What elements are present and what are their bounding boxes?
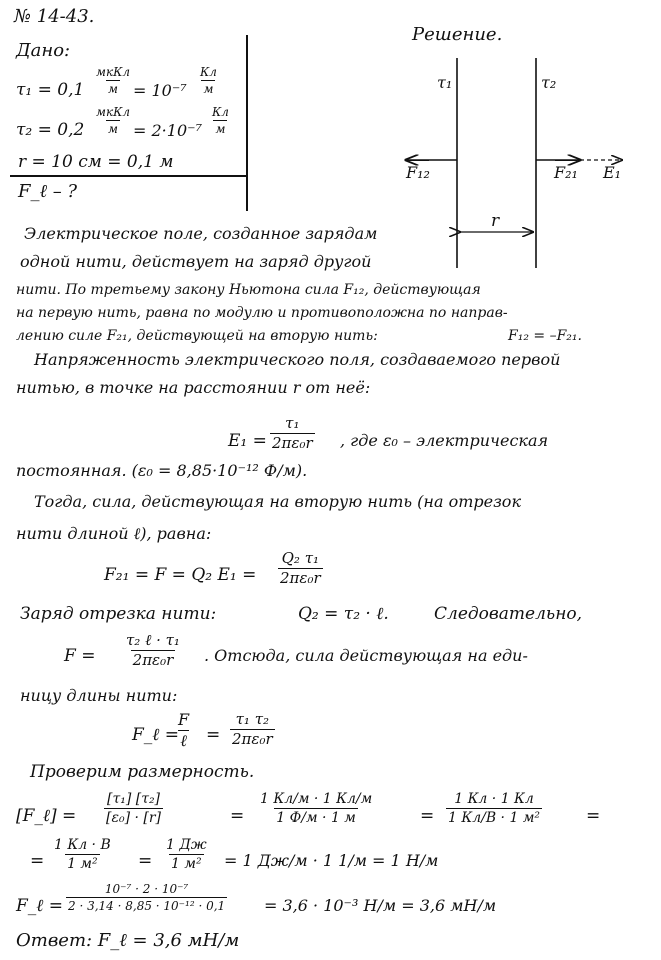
dim2-eq0: =: [30, 851, 45, 871]
formula-e1-lhs: E₁ =: [228, 431, 267, 451]
formula-fl-num1: F: [178, 710, 190, 729]
tau1-unit-num: мкКл: [96, 65, 131, 79]
dim-num3: 1 Кл · 1 Кл: [454, 791, 534, 807]
formula-f-frac: [124, 633, 182, 668]
text-p5-a: Заряд отрезка нити:: [20, 604, 217, 624]
formula-f21-den: 2πε₀r: [280, 569, 321, 587]
dim2-frac1: [52, 838, 113, 871]
formula-fl-num2: τ₁ τ₂: [235, 710, 270, 728]
formula-f-lhs: F =: [64, 646, 96, 666]
formula-f-den: 2πε₀r: [132, 651, 174, 669]
dim-eq2: =: [420, 806, 435, 826]
dim-den1: [ε₀] · [r]: [106, 810, 162, 826]
text-p1-l2: одной нити, действует на заряд другой: [20, 252, 372, 271]
given-r: r = 10 см = 0,1 м: [18, 152, 174, 172]
text-p6-l2: ницу длины нити:: [20, 686, 178, 705]
formula-fl-den1: ℓ: [180, 731, 187, 750]
dim2-den1: 1 м²: [67, 856, 98, 872]
formula-f21-num: Q₂ τ₁: [281, 549, 320, 567]
answer: Ответ: F_ℓ = 3,6 мН/м: [16, 930, 240, 951]
tau1-unit-den: м: [108, 82, 118, 96]
given-find: F_ℓ – ?: [18, 181, 78, 202]
dim-lhs: [F_ℓ] =: [16, 806, 77, 826]
text-p7: Проверим размерность.: [30, 762, 255, 782]
diagram-e1-label: E₁: [603, 163, 622, 182]
diagram-f12-text: F₁₂: [406, 163, 430, 182]
formula-f-num: τ₂ ℓ · τ₁: [126, 631, 180, 649]
num-lhs: F_ℓ =: [16, 896, 64, 916]
dim2-rest: = 1 Дж/м · 1 1/м = 1 Н/м: [224, 851, 439, 870]
diagram-tau1-label: τ₁: [437, 73, 453, 92]
formula-fl-den2: 2πε₀r: [232, 730, 273, 748]
dim-frac1: [104, 792, 163, 825]
num-num: 10⁻⁷ · 2 · 10⁻⁷: [104, 882, 189, 896]
dim-eq1: =: [230, 806, 245, 826]
given-tau1-eq: = 10⁻⁷: [133, 81, 187, 100]
dim2-num1: 1 Кл · В: [54, 837, 111, 853]
formula-f21-frac: [278, 551, 323, 586]
dim-num1: [τ₁] [τ₂]: [107, 791, 161, 807]
diagram-f21-text: F₂₁: [554, 163, 578, 182]
formula-fl-frac1: [176, 712, 191, 749]
text-p1-l3: нити. По третьему закону Ньютона сила F₁₂, действующая: [16, 282, 481, 298]
formula-fl-frac2: [230, 712, 275, 747]
dim-den3: 1 Кл/В · 1 м²: [448, 810, 541, 826]
dim2-den2: 1 м²: [171, 856, 202, 872]
tau1-si-den: м: [203, 82, 214, 96]
text-p2-l1: Напряженность электрического поля, создаваемого первой: [34, 350, 561, 369]
diagram-tau2-label: τ₂: [541, 73, 557, 92]
text-p4-l1: Тогда, сила, действующая на вторую нить (на отрезок: [34, 492, 521, 511]
diagram-f21-label: [554, 165, 578, 181]
tau2-si-num: Кл: [212, 105, 229, 119]
tau1-si-num: Кл: [200, 65, 217, 79]
num-frac: [66, 883, 227, 912]
formula-e1-frac: [270, 416, 315, 451]
formula-f21-lhs: F₂₁ = F = Q₂ E₁ =: [104, 565, 257, 585]
dim-eq3: =: [586, 806, 601, 826]
tau2-si-den: м: [215, 122, 226, 136]
solution-header: Решение.: [412, 24, 503, 45]
text-p1-l4: на первую нить, равна по модулю и противоположна по направ-: [16, 305, 508, 321]
tau2-unit-den: м: [108, 122, 118, 136]
text-p6-a: . Отсюда, сила действующая на еди-: [204, 646, 528, 665]
text-p2-l2: нитью, в точке на расстоянии r от неё:: [16, 378, 371, 397]
tau2-unit-num: мкКл: [96, 105, 131, 119]
problem-number: № 14-43.: [14, 6, 95, 27]
dim-frac2: [258, 792, 374, 825]
text-p4-l2: нити длиной ℓ), равна:: [16, 524, 212, 543]
given-tau1-label: τ₁ = 0,1: [16, 80, 85, 100]
dim-num2: 1 Кл/м · 1 Кл/м: [260, 791, 373, 807]
diagram-f12-label: [406, 165, 430, 181]
text-p1-l5b: F₁₂ = –F₂₁.: [508, 328, 582, 344]
dim2-num2: 1 Дж: [166, 837, 207, 853]
formula-e1-den: 2πε₀r: [272, 434, 313, 452]
dim-den2: 1 Ф/м · 1 м: [276, 810, 356, 826]
num-den: 2 · 3,14 · 8,85 · 10⁻¹² · 0,1: [68, 899, 226, 913]
dim-frac3: [446, 792, 542, 825]
text-p3-l1: постоянная. (ε₀ = 8,85·10⁻¹² Ф/м).: [16, 461, 308, 480]
formula-fl-lhs: F_ℓ =: [132, 725, 180, 745]
text-p5-b: Q₂ = τ₂ · ℓ.: [298, 604, 389, 624]
formula-e1-num: τ₁: [285, 414, 300, 432]
given-tau2-label: τ₂ = 0,2: [16, 120, 85, 140]
given-header: Дано:: [16, 40, 71, 61]
text-p1-l1: Электрическое поле, созданное зарядам: [24, 224, 378, 243]
formula-e1-note: , где ε₀ – электрическая: [340, 431, 549, 450]
given-tau2-eq: = 2·10⁻⁷: [133, 121, 202, 140]
dim2-frac2: [164, 838, 209, 871]
text-p5-c: Следовательно,: [434, 604, 583, 624]
diagram-r-label: r: [491, 211, 500, 231]
text-p1-l5a: лению силе F₂₁, действующей на вторую нить:: [16, 328, 378, 344]
dim2-eq1: =: [138, 851, 153, 871]
num-rest: = 3,6 · 10⁻³ Н/м = 3,6 мН/м: [264, 896, 497, 915]
formula-fl-eq: =: [206, 725, 221, 745]
